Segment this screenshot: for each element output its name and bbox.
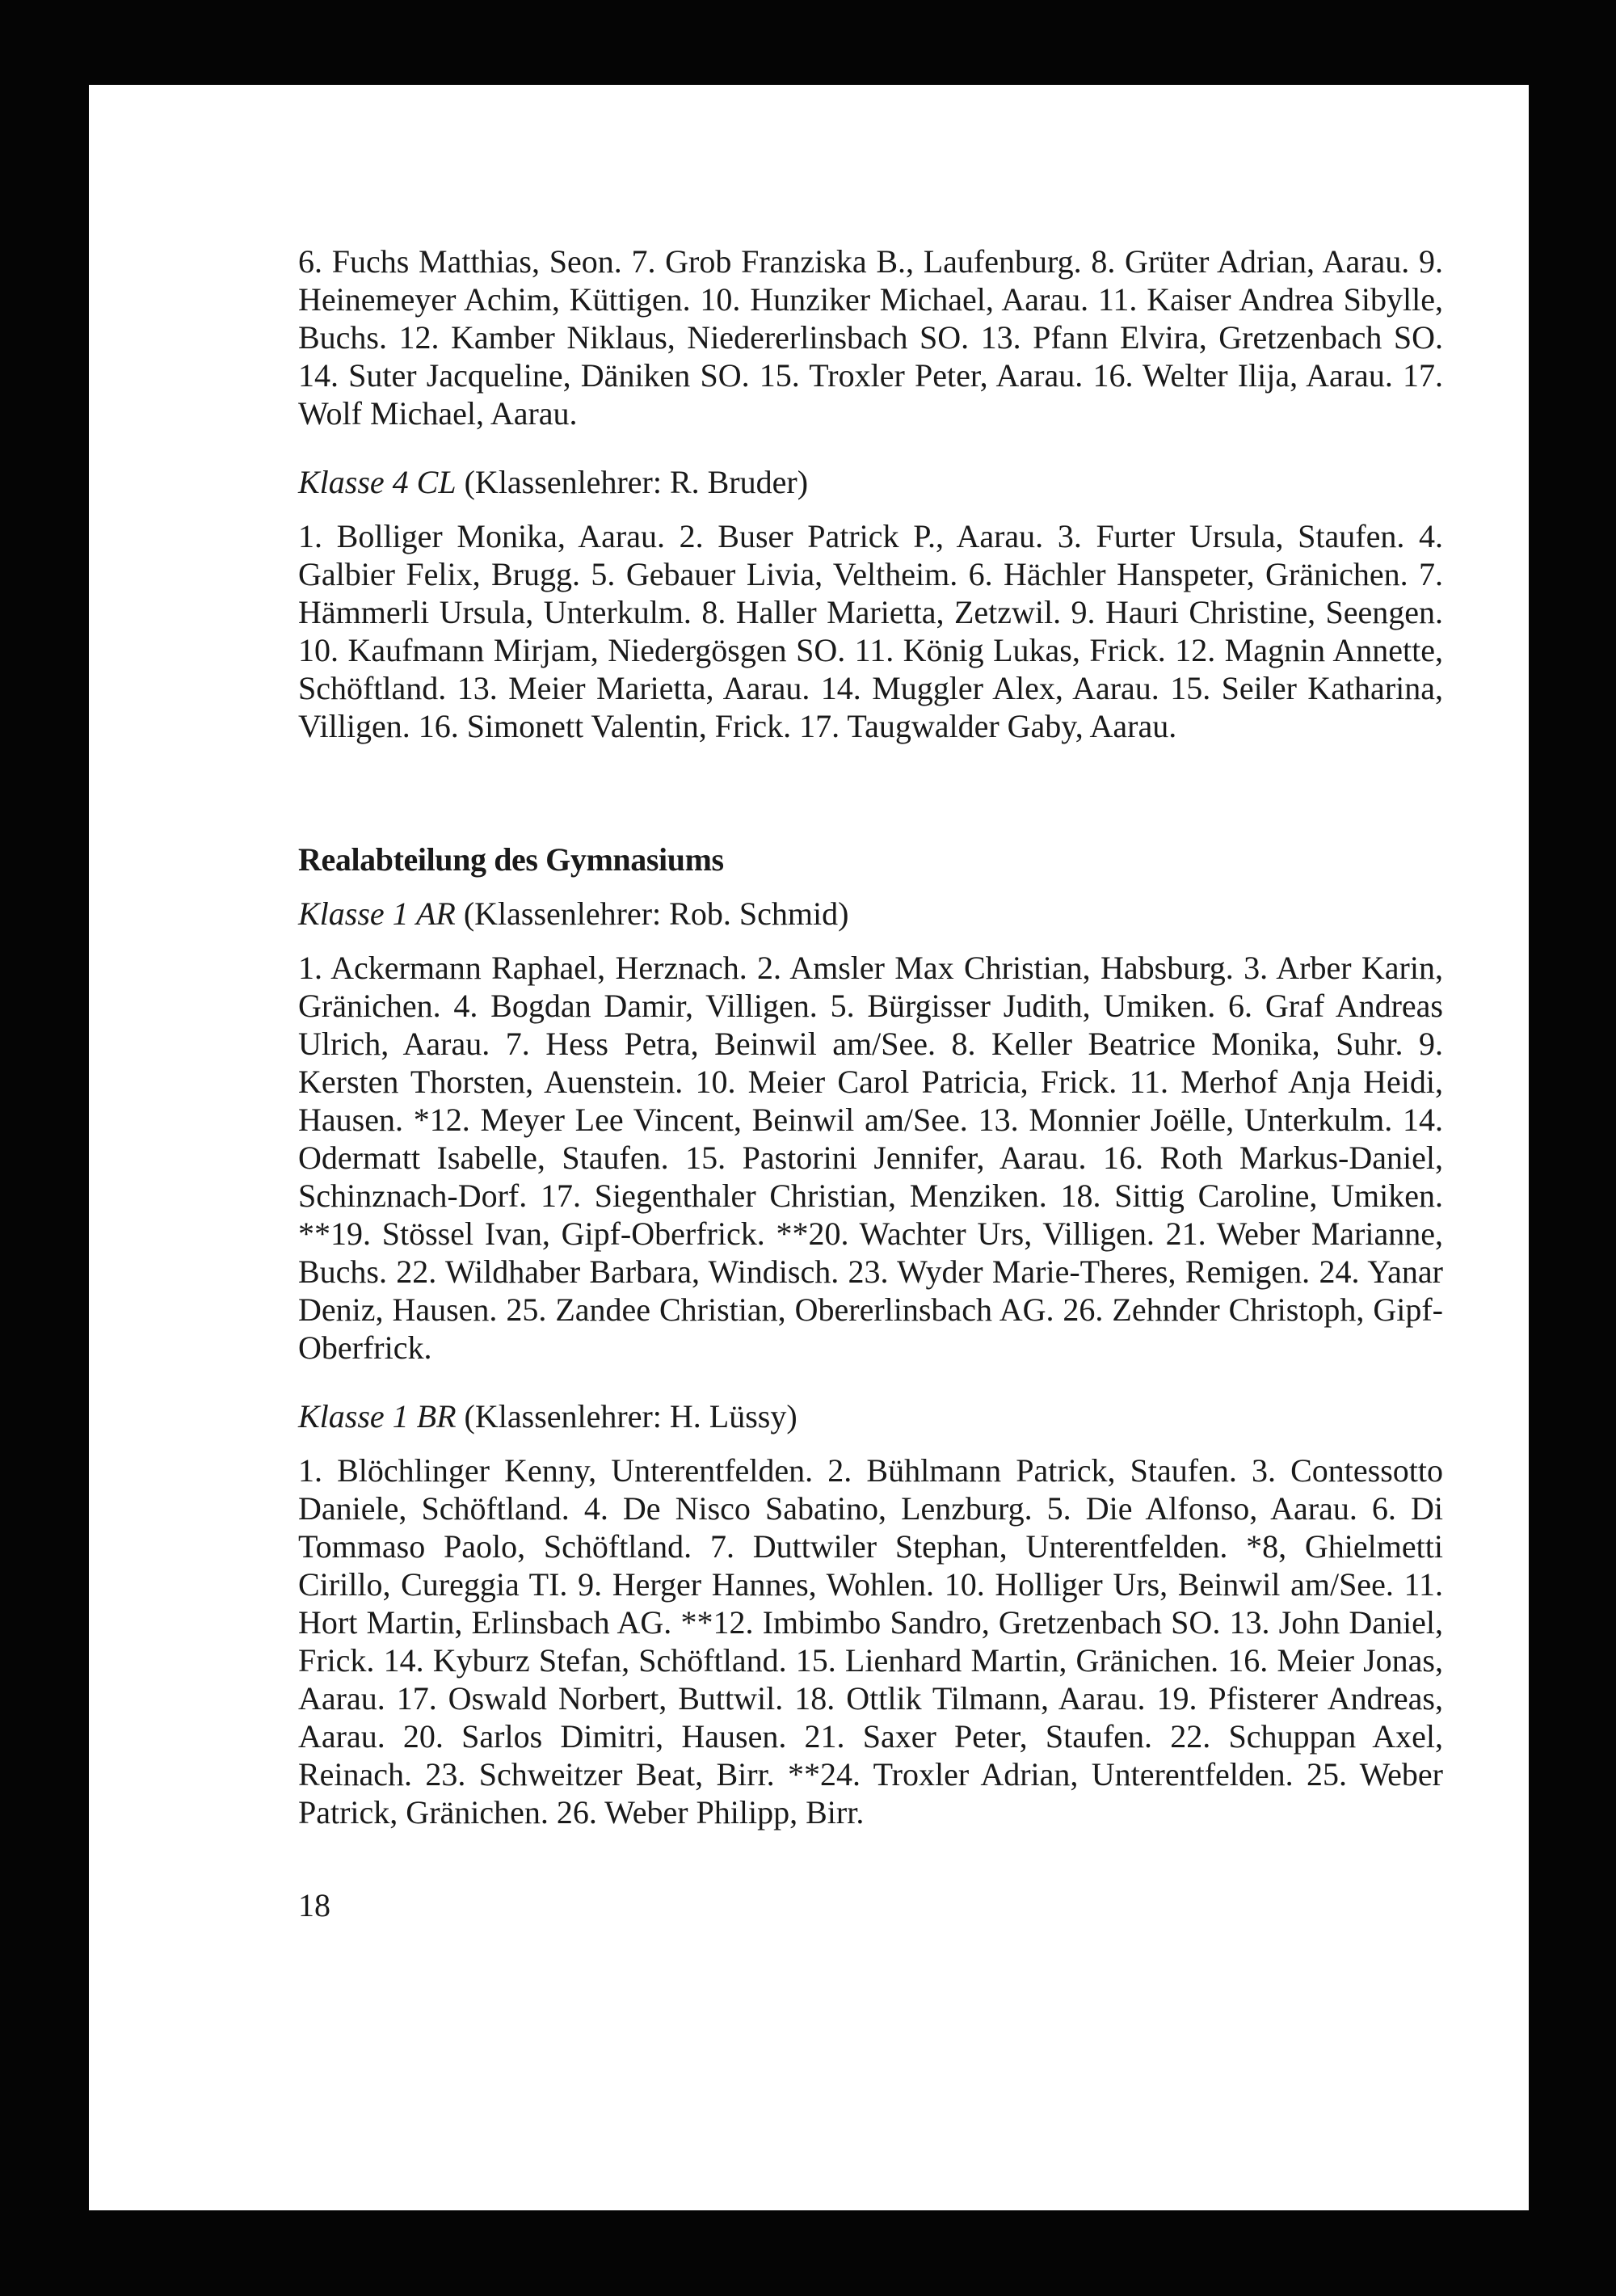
class-4cl-heading [298, 463, 1443, 501]
class-1ar-heading [298, 895, 1443, 933]
class-1ar-label: Klasse 1 AR [298, 895, 456, 932]
class-4cl-students: 1. Bolliger Monika, Aarau. 2. Buser Patrick P., Aarau. 3. Furter Ursula, Staufen. 4. Galbier Felix, Brugg. 5. Gebauer Livia, Veltheim. 6. Hächler Hanspeter, Gränichen. 7. Hämmerli Ursula, Unterkulm. 8. Haller Marietta, Zetzwil. 9. Hauri Christine, Seengen. 10. Kaufmann Mirjam, Niedergösgen SO. 11. König Lukas, Frick. 12. Magnin Annette, Schöftland. 13. Meier Marietta, Aarau. 14. Muggler Alex, Aarau. 15. Seiler Katharina, Villigen. 16. Simonett Valentin, Frick. 17. Taugwalder Gaby, Aarau. [298, 518, 1443, 744]
class-1br-teacher: (Klassenlehrer: H. Lüssy) [456, 1398, 797, 1434]
page-number: 18 [298, 1887, 330, 1923]
class-4cl-label: Klasse 4 CL [298, 464, 457, 500]
class-1br-label: Klasse 1 BR [298, 1398, 457, 1434]
class-1br-students: 1. Blöchlinger Kenny, Unterentfelden. 2. Bühlmann Patrick, Staufen. 3. Contessotto Daniele, Schöftland. 4. De Nisco Sabatino, Lenzburg. 5. Die Alfonso, Aarau. 6. Di Tommaso Paolo, Schöftland. 7. Duttwiler Stephan, Unterentfelden. *8, Ghielmetti Cirillo, Cureggia TI. 9. Herger Hannes, Wohlen. 10. Holliger Urs, Beinwil am/See. 11. Hort Martin, Erlinsbach AG. **12. Imbimbo Sandro, Gretzenbach SO. 13. John Daniel, Frick. 14. Kyburz Stefan, Schöftland. 15. Lienhard Martin, Gränichen. 16. Meier Jonas, Aarau. 17. Oswald Norbert, Buttwil. 18. Ottlik Tilmann, Aarau. 19. Pfisterer Andreas, Aarau. 20. Sarlos Dimitri, Hausen. 21. Saxer Peter, Staufen. 22. Schuppan Axel, Reinach. 23. Schweitzer Beat, Birr. **24. Troxler Adrian, Unterentfelden. 25. Weber Patrick, Gränichen. 26. Weber Philipp, Birr. [298, 1452, 1443, 1830]
section-title: Realabteilung des Gymnasiums [298, 841, 724, 878]
page-content [298, 242, 1443, 1924]
class-1br-heading [298, 1397, 1443, 1435]
class-1ar-teacher: (Klassenlehrer: Rob. Schmid) [455, 895, 849, 932]
document-page [89, 85, 1529, 2210]
class-1ar-students: 1. Ackermann Raphael, Herznach. 2. Amsler Max Christian, Habsburg. 3. Arber Karin, Gränichen. 4. Bogdan Damir, Villigen. 5. Bürgisser Judith, Umiken. 6. Graf Andreas Ulrich, Aarau. 7. Hess Petra, Beinwil am/See. 8. Keller Beatrice Monika, Suhr. 9. Kersten Thorsten, Auenstein. 10. Meier Carol Patricia, Frick. 11. Merhof Anja Heidi, Hausen. *12. Meyer Lee Vincent, Beinwil am/See. 13. Monnier Joëlle, Unterkulm. 14. Odermatt Isabelle, Staufen. 15. Pastorini Jennifer, Aarau. 16. Roth Markus-Daniel, Schinznach-Dorf. 17. Siegenthaler Christian, Menziken. 18. Sittig Caroline, Umiken. **19. Stössel Ivan, Gipf-Oberfrick. **20. Wachter Urs, Villigen. 21. Weber Marianne, Buchs. 22. Wildhaber Barbara, Windisch. 23. Wyder Marie-Theres, Remigen. 24. Yanar Deniz, Hausen. 25. Zandee Christian, Obererlinsbach AG. 26. Zehnder Christoph, Gipf-Oberfrick. [298, 950, 1443, 1366]
class-4cl-teacher: (Klassenlehrer: R. Bruder) [456, 464, 809, 500]
intro-paragraph: 6. Fuchs Matthias, Seon. 7. Grob Franziska B., Laufenburg. 8. Grüter Adrian, Aarau. 9. Heinemeyer Achim, Küttigen. 10. Hunziker Michael, Aarau. 11. Kaiser Andrea Sibylle, Buchs. 12. Kamber Niklaus, Niedererlinsbach SO. 13. Pfann Elvira, Gretzenbach SO. 14. Suter Jacqueline, Däniken SO. 15. Troxler Peter, Aarau. 16. Welter Ilija, Aarau. 17. Wolf Michael, Aarau. [298, 243, 1443, 432]
